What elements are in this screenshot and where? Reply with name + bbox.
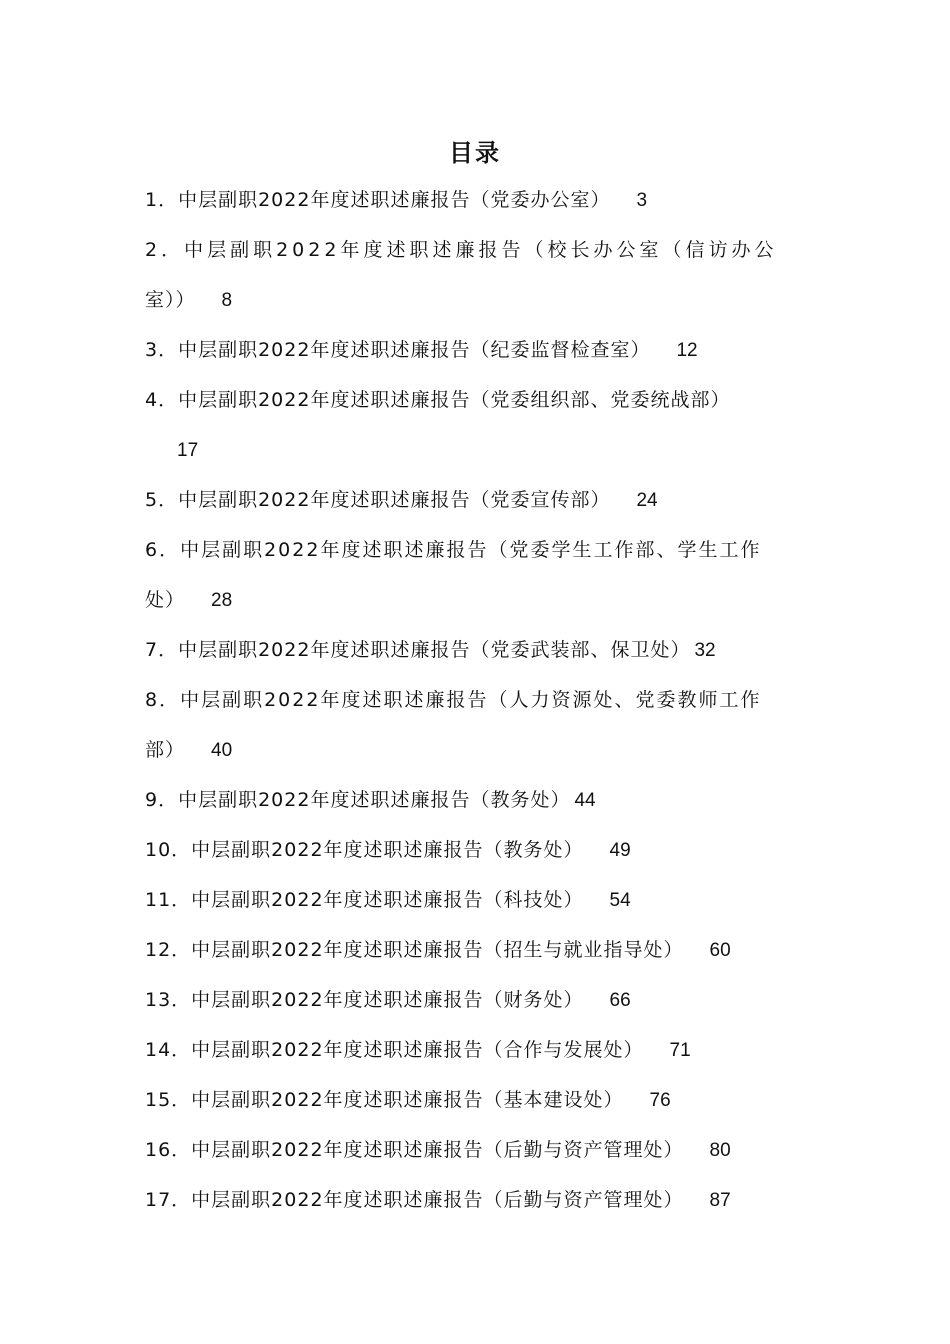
toc-entry-text: 12．中层副职2022年度述职述廉报告（招生与就业指导处） [145,939,684,961]
toc-entry-text: 11．中层副职2022年度述职述廉报告（科技处） [145,889,584,911]
toc-entry-text: 部） [145,739,186,761]
toc-entry[interactable] [145,1183,810,1233]
toc-entry[interactable] [145,383,810,433]
toc-entry-text: 室）） [145,289,196,311]
toc-entry-text: 4．中层副职2022年度述职述廉报告（党委组织部、党委统战部） [145,389,731,411]
table-of-contents [145,183,810,1233]
toc-entry[interactable] [145,1083,810,1133]
toc-entry-page: 28 [211,590,233,611]
toc-entry-continuation[interactable] [145,583,810,633]
toc-entry-page: 60 [709,940,731,961]
toc-entry-continuation[interactable] [145,283,810,333]
toc-entry[interactable] [145,333,810,383]
toc-entry[interactable] [145,233,810,283]
toc-entry[interactable] [145,533,810,583]
toc-entry-text: 10．中层副职2022年度述职述廉报告（教务处） [145,839,584,861]
toc-entry[interactable] [145,1133,810,1183]
toc-entry[interactable] [145,633,810,683]
toc-entry-page: 54 [609,890,631,911]
toc-entry[interactable] [145,483,810,533]
toc-entry[interactable] [145,683,810,733]
toc-entry-page: 32 [694,640,716,661]
toc-entry-text: 3．中层副职2022年度述职述廉报告（纪委监督检查室） [145,339,651,361]
toc-entry-page: 87 [709,1190,731,1211]
toc-entry[interactable] [145,783,810,833]
toc-entry[interactable] [145,983,810,1033]
toc-entry-text: 8．中层副职2022年度述职述廉报告（人力资源处、党委教师工作 [145,689,762,711]
toc-entry-page: 3 [636,190,648,211]
toc-entry-text: 13．中层副职2022年度述职述廉报告（财务处） [145,989,584,1011]
toc-entry-page: 76 [649,1090,671,1111]
toc-entry-continuation[interactable] [145,733,810,783]
toc-entry-page: 80 [709,1140,731,1161]
toc-entry-page: 71 [669,1040,691,1061]
toc-entry-text: 2．中层副职2022年度述职述廉报告（校长办公室（信访办公 [145,239,778,261]
toc-entry-text: 处） [145,589,186,611]
toc-entry-text: 17．中层副职2022年度述职述廉报告（后勤与资产管理处） [145,1189,684,1211]
toc-entry-page: 17 [177,440,199,461]
toc-entry[interactable] [145,1033,810,1083]
toc-entry-page: 12 [676,340,698,361]
toc-entry-page: 8 [221,290,233,311]
toc-entry-text: 1．中层副职2022年度述职述廉报告（党委办公室） [145,189,611,211]
toc-entry-page: 24 [636,490,658,511]
toc-entry-page: 40 [211,740,233,761]
toc-entry-text: 7．中层副职2022年度述职述廉报告（党委武装部、保卫处） [145,639,691,661]
toc-entry[interactable] [145,183,810,233]
toc-entry[interactable] [145,883,810,933]
toc-entry-text: 16．中层副职2022年度述职述廉报告（后勤与资产管理处） [145,1139,684,1161]
toc-entry-continuation[interactable] [145,433,810,483]
toc-entry-text: 6．中层副职2022年度述职述廉报告（党委学生工作部、学生工作 [145,539,762,561]
toc-entry-text: 15．中层副职2022年度述职述廉报告（基本建设处） [145,1089,624,1111]
toc-entry[interactable] [145,933,810,983]
page-title: 目录 [449,139,501,167]
toc-entry-page: 49 [609,840,631,861]
toc-entry-text: 9．中层副职2022年度述职述廉报告（教务处） [145,789,571,811]
toc-entry-text: 5．中层副职2022年度述职述廉报告（党委宣传部） [145,489,611,511]
toc-entry-page: 44 [574,790,596,811]
toc-entry-page: 66 [609,990,631,1011]
toc-entry-text: 14．中层副职2022年度述职述廉报告（合作与发展处） [145,1039,644,1061]
toc-entry[interactable] [145,833,810,883]
